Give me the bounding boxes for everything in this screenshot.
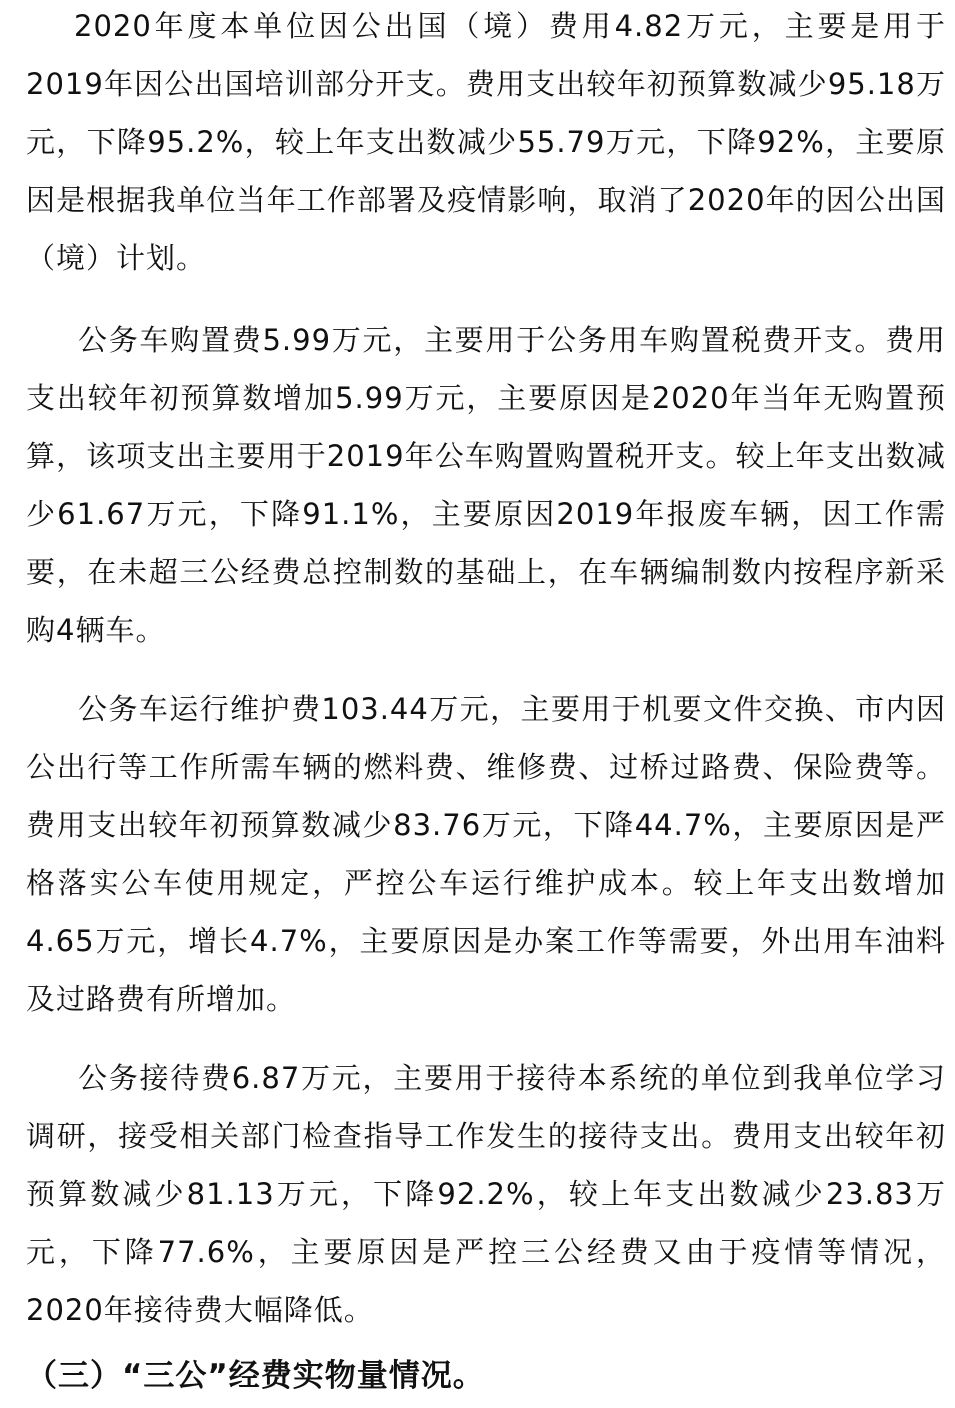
paragraph-vehicle-maintenance-expense: 公务车运行维护费103.44万元，主要用于机要文件交换、市内因公出行等工作所需车辆的燃料费、维修费、过桥过路费、保险费等。费用支出较年初预算数减少83.76万元，下降44.7%，主要原因是严格落实公车使用规定，严控公车运行维护成本。较上年支出数增加4.65万元，增长4.7%，主要原因是办案工作等需要，外出用车油料及过路费有所增加。	[26, 692, 946, 1016]
section-heading: （三）“三公”经费实物量情况。	[26, 1358, 485, 1394]
paragraph-outbound-travel-expense: 2020年度本单位因公出国（境）费用4.82万元，主要是用于2019年因公出国培训部分开支。费用支出较年初预算数减少95.18万元，下降95.2%，较上年支出数减少55.79万元，下降92%，主要原因是根据我单位当年工作部署及疫情影响，取消了2020年的因公出国（境）计划。	[26, 9, 946, 275]
paragraph-vehicle-purchase-expense: 公务车购置费5.99万元，主要用于公务用车购置税费开支。费用支出较年初预算数增加5.99万元，主要原因是2020年当年无购置预算，该项支出主要用于2019年公车购置购置税开支。较上年支出数减少61.67万元，下降91.1%，主要原因2019年报废车辆，因工作需要，在未超三公经费总控制数的基础上，在车辆编制数内按程序新采购4辆车。	[26, 323, 946, 647]
paragraph-reception-expense: 公务接待费6.87万元，主要用于接待本系统的单位到我单位学习调研，接受相关部门检查指导工作发生的接待支出。费用支出较年初预算数减少81.13万元，下降92.2%，较上年支出数减少23.83万元，下降77.6%，主要原因是严控三公经费又由于疫情等情况，2020年接待费大幅降低。	[26, 1061, 946, 1327]
